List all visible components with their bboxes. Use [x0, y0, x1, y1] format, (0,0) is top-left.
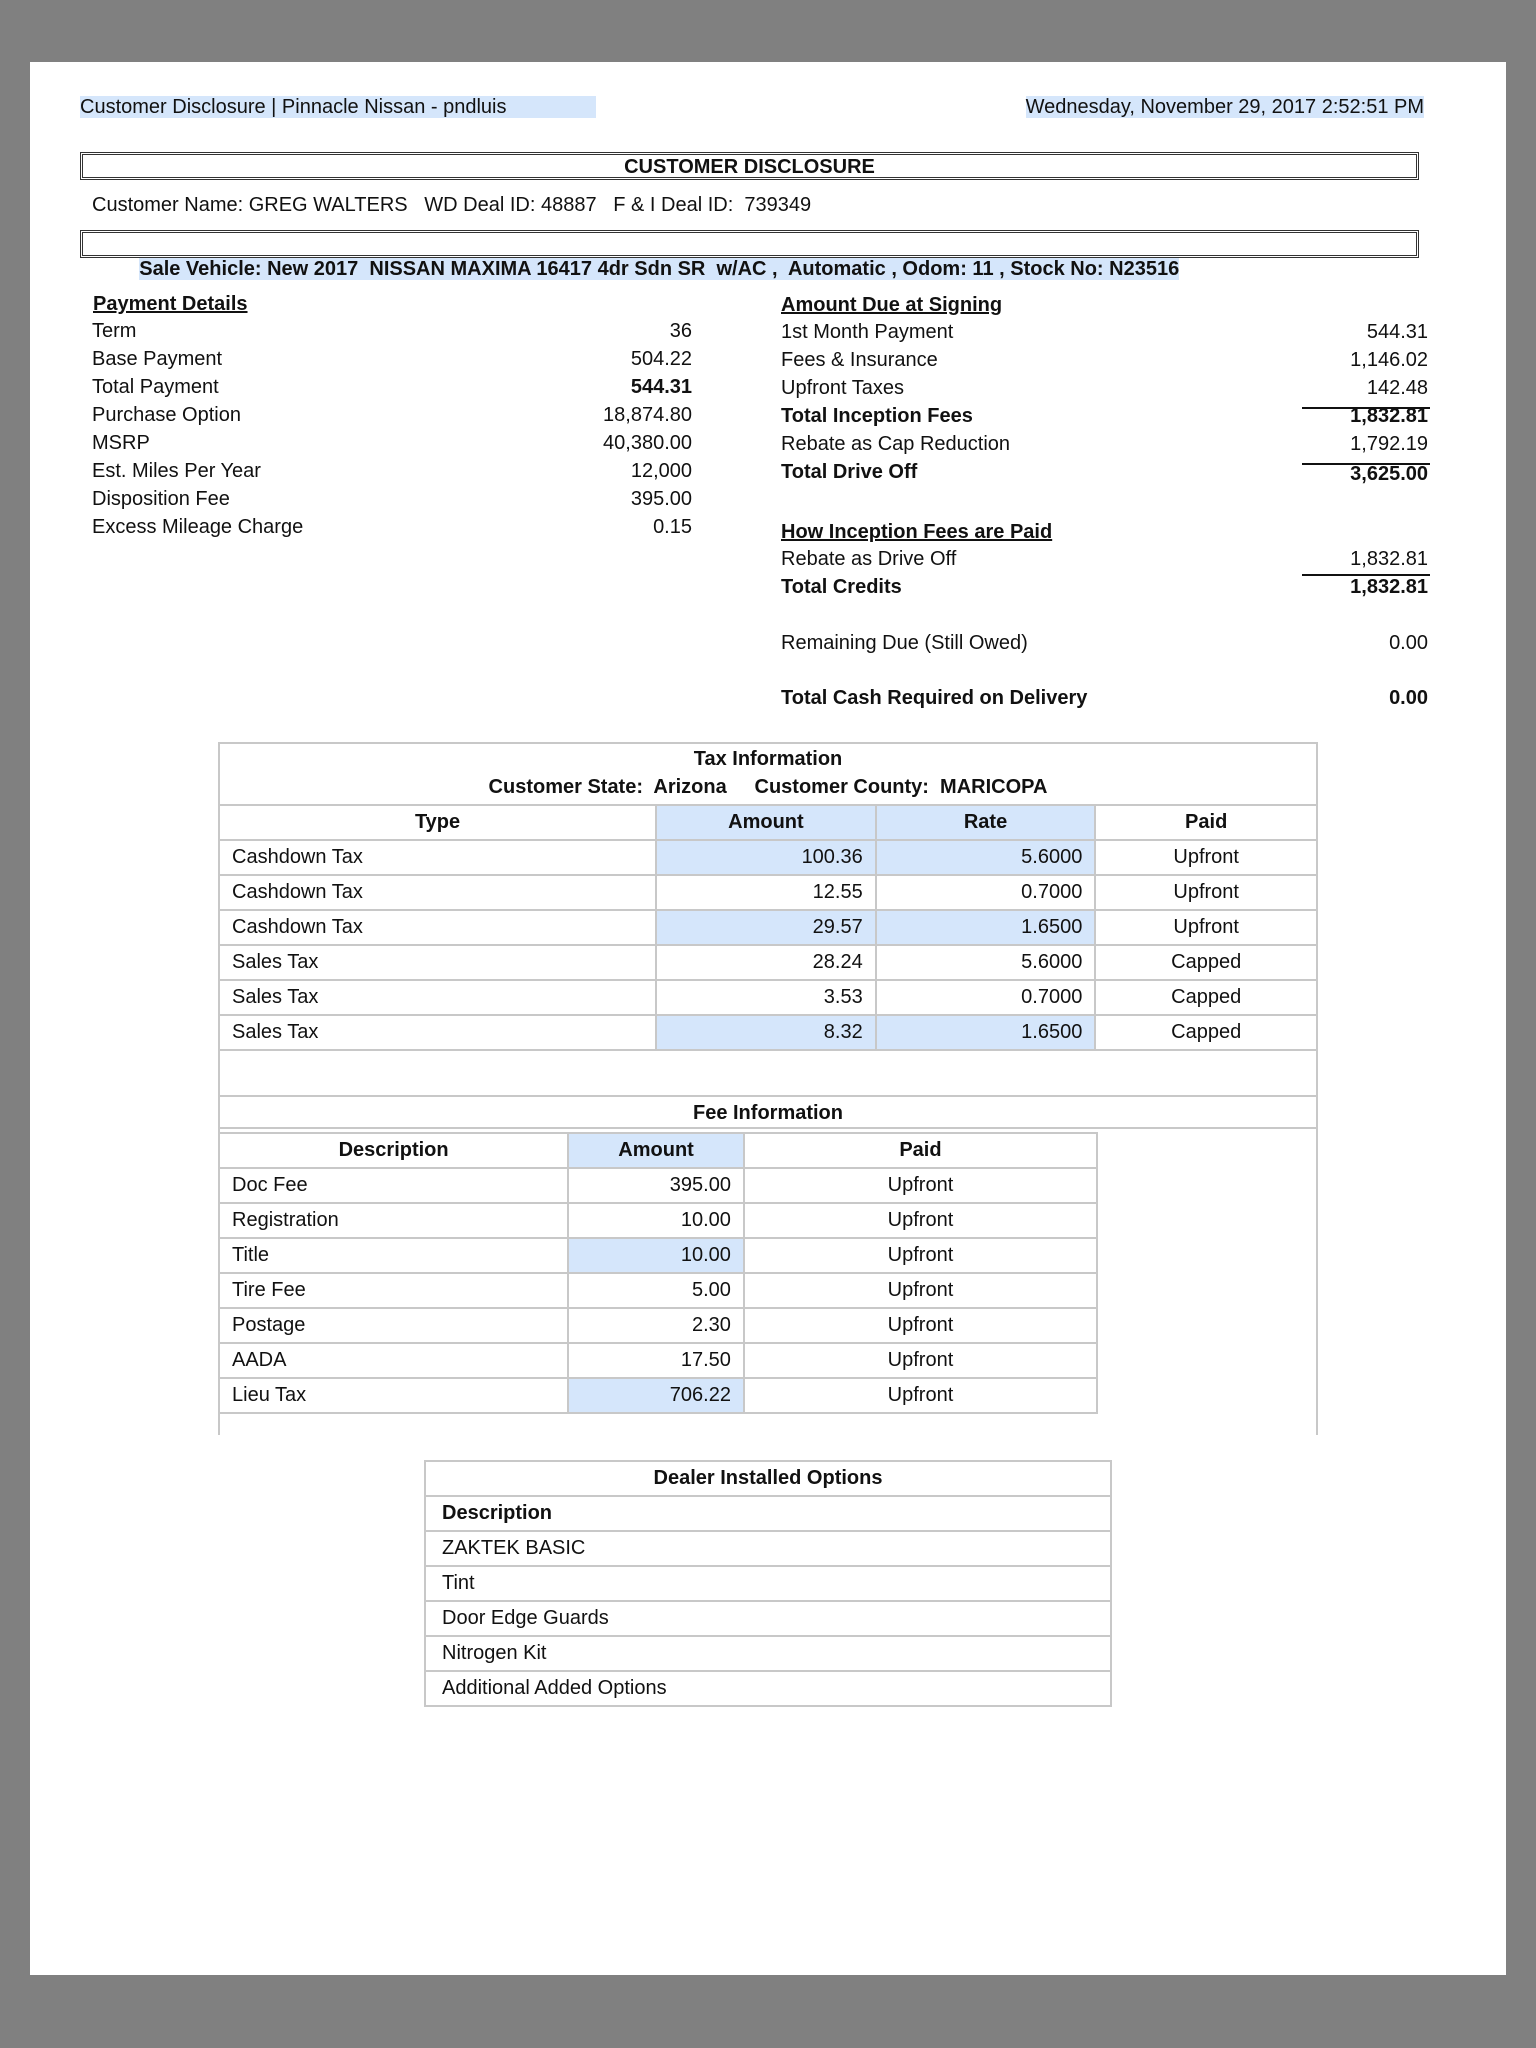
fee-cell: Upfront [744, 1378, 1097, 1413]
tax-cell: 1.6500 [876, 1015, 1096, 1050]
dealer-options-table [424, 1460, 1112, 1707]
payment-detail-label: Excess Mileage Charge [92, 516, 304, 538]
total-cash-label: Total Cash Required on Delivery [781, 687, 1088, 709]
dealer-option-cell: Tint [425, 1566, 1111, 1601]
tax-info-title: Tax Information [693, 748, 843, 770]
document-title [80, 152, 1419, 180]
tax-cell: 29.57 [656, 910, 876, 945]
underline-upfront-taxes [1302, 407, 1430, 409]
payment-detail-label: Total Payment [92, 376, 219, 398]
tax-row [219, 840, 1317, 875]
header-left [80, 96, 596, 119]
vehicle-line [80, 230, 1419, 280]
total-cash-value: 0.00 [1389, 687, 1428, 709]
tax-cell: 28.24 [656, 945, 876, 980]
payment-detail-value: 40,380.00 [603, 432, 692, 454]
tax-cell: Capped [1095, 1015, 1317, 1050]
inception-paid-value: 1,832.81 [1350, 576, 1428, 598]
fee-cell: Title [219, 1238, 568, 1273]
amount-due-label: Total Drive Off [781, 461, 918, 483]
tax-cell: 8.32 [656, 1015, 876, 1050]
inception-paid-label: Total Credits [781, 576, 902, 598]
amount-due-value: 142.48 [1366, 377, 1428, 399]
fee-row [219, 1238, 1097, 1273]
tax-cell: 5.6000 [876, 840, 1096, 875]
tax-header-cell: Amount [656, 805, 876, 840]
fee-cell: 706.22 [568, 1378, 744, 1413]
fee-cell: Upfront [744, 1168, 1097, 1203]
fee-cell: Registration [219, 1203, 568, 1238]
dealer-option-row [425, 1636, 1111, 1671]
tax-row [219, 980, 1317, 1015]
amount-due-value: 1,792.19 [1350, 433, 1428, 455]
tax-cell: 12.55 [656, 875, 876, 910]
fee-row [219, 1378, 1097, 1413]
amount-due-value: 544.31 [1366, 321, 1428, 343]
fee-cell: Upfront [744, 1238, 1097, 1273]
payment-detail-label: Est. Miles Per Year [92, 460, 261, 482]
payment-detail-value: 36 [669, 320, 692, 342]
amount-due-label: 1st Month Payment [781, 321, 954, 343]
fee-cell: Postage [219, 1308, 568, 1343]
inception-paid-value: 1,832.81 [1350, 548, 1428, 570]
fee-header-row [219, 1133, 1097, 1168]
fee-row [219, 1273, 1097, 1308]
fee-cell: 10.00 [568, 1203, 744, 1238]
payment-detail-label: MSRP [92, 432, 150, 454]
tax-header-cell: Type [219, 805, 656, 840]
fee-row [219, 1203, 1097, 1238]
tax-cell: Sales Tax [219, 1015, 656, 1050]
tax-row [219, 1015, 1317, 1050]
fee-cell: 395.00 [568, 1168, 744, 1203]
tax-cell: 100.36 [656, 840, 876, 875]
fee-cell: Upfront [744, 1273, 1097, 1308]
tax-cell: Sales Tax [219, 980, 656, 1015]
dealer-option-row [425, 1531, 1111, 1566]
dealer-options-title-row [425, 1461, 1111, 1496]
tax-header-cell: Rate [876, 805, 1096, 840]
tax-info-subtitle: Customer State: Arizona Customer County: MARICOPA [488, 776, 1048, 798]
dealer-option-cell: ZAKTEK BASIC [425, 1531, 1111, 1566]
underline-rebate-drive-off [1302, 574, 1430, 576]
tax-row [219, 910, 1317, 945]
payment-detail-value: 18,874.80 [603, 404, 692, 426]
fee-header-cell: Paid [744, 1133, 1097, 1168]
header-right-text: Wednesday, November 29, 2017 2:52:51 PM [1025, 96, 1424, 118]
amount-due-heading: Amount Due at Signing [781, 294, 1003, 316]
fee-cell: Lieu Tax [219, 1378, 568, 1413]
amount-due-label: Total Inception Fees [781, 405, 973, 427]
amount-due-value: 1,146.02 [1350, 349, 1428, 371]
fee-info-table [218, 1132, 1098, 1414]
tax-cell: 5.6000 [876, 945, 1096, 980]
fee-cell: AADA [219, 1343, 568, 1378]
tax-cell: Cashdown Tax [219, 875, 656, 910]
amount-due-label: Upfront Taxes [781, 377, 905, 399]
tax-cell: Upfront [1095, 910, 1317, 945]
fee-row [219, 1168, 1097, 1203]
tax-cell: Capped [1095, 945, 1317, 980]
document-page [30, 62, 1506, 1975]
tax-cell: 0.7000 [876, 875, 1096, 910]
fee-row [219, 1343, 1097, 1378]
fee-cell: Tire Fee [219, 1273, 568, 1308]
tax-cell: 1.6500 [876, 910, 1096, 945]
payment-detail-label: Disposition Fee [92, 488, 230, 510]
tax-cell: 3.53 [656, 980, 876, 1015]
payment-detail-value: 12,000 [630, 460, 692, 482]
dealer-option-cell: Additional Added Options [425, 1671, 1111, 1706]
dealer-option-cell: Nitrogen Kit [425, 1636, 1111, 1671]
amount-due-label: Rebate as Cap Reduction [781, 433, 1011, 455]
dealer-option-row [425, 1566, 1111, 1601]
tax-row [219, 945, 1317, 980]
tax-cell: 0.7000 [876, 980, 1096, 1015]
amount-due-value: 1,832.81 [1350, 405, 1428, 427]
fee-info-title: Fee Information [692, 1102, 843, 1124]
payment-detail-value: 544.31 [630, 376, 692, 398]
fee-cell: 2.30 [568, 1308, 744, 1343]
tax-cell: Upfront [1095, 875, 1317, 910]
fee-cell: 17.50 [568, 1343, 744, 1378]
dealer-option-row [425, 1601, 1111, 1636]
vehicle-line-text: Sale Vehicle: New 2017 NISSAN MAXIMA 16417 4dr Sdn SR w/AC , Automatic , Odom: 11 , Stock No: N23516 [139, 258, 1180, 280]
dealer-option-row [425, 1671, 1111, 1706]
payment-detail-label: Base Payment [92, 348, 223, 370]
underline-rebate-cap [1302, 463, 1430, 465]
fee-cell: Doc Fee [219, 1168, 568, 1203]
amount-due-value: 3,625.00 [1350, 463, 1428, 485]
fee-cell: Upfront [744, 1343, 1097, 1378]
tax-info-table [218, 804, 1318, 1051]
tax-cell: Upfront [1095, 840, 1317, 875]
remaining-due-value: 0.00 [1389, 632, 1428, 654]
customer-line: Customer Name: GREG WALTERS WD Deal ID: 48887 F & I Deal ID: 739349 [92, 194, 812, 216]
payment-details-heading: Payment Details [93, 293, 248, 315]
tax-row [219, 875, 1317, 910]
fee-cell: Upfront [744, 1308, 1097, 1343]
tax-cell: Capped [1095, 980, 1317, 1015]
payment-detail-value: 504.22 [630, 348, 692, 370]
tax-header-cell: Paid [1095, 805, 1317, 840]
dealer-options-header-row [425, 1496, 1111, 1531]
header-left-text: Customer Disclosure | Pinnacle Nissan - pndluis [80, 96, 596, 118]
fee-cell: 5.00 [568, 1273, 744, 1308]
payment-detail-label: Purchase Option [92, 404, 241, 426]
amount-due-label: Fees & Insurance [781, 349, 938, 371]
fee-row [219, 1308, 1097, 1343]
tax-cell: Cashdown Tax [219, 910, 656, 945]
payment-detail-value: 0.15 [653, 516, 692, 538]
dealer-options-title: Dealer Installed Options [425, 1461, 1111, 1496]
fee-cell: Upfront [744, 1203, 1097, 1238]
dealer-option-cell: Door Edge Guards [425, 1601, 1111, 1636]
tax-cell: Sales Tax [219, 945, 656, 980]
payment-detail-label: Term [92, 320, 137, 342]
document-title-text: CUSTOMER DISCLOSURE [624, 156, 875, 178]
tax-cell: Cashdown Tax [219, 840, 656, 875]
dealer-options-header: Description [425, 1496, 1111, 1531]
remaining-due-label: Remaining Due (Still Owed) [781, 632, 1028, 654]
header-right [1026, 96, 1424, 119]
inception-paid-label: Rebate as Drive Off [781, 548, 957, 570]
fee-header-cell: Amount [568, 1133, 744, 1168]
inception-paid-heading: How Inception Fees are Paid [781, 521, 1053, 543]
payment-detail-value: 395.00 [630, 488, 692, 510]
tax-header-row [219, 805, 1317, 840]
fee-header-cell: Description [219, 1133, 568, 1168]
fee-cell: 10.00 [568, 1238, 744, 1273]
